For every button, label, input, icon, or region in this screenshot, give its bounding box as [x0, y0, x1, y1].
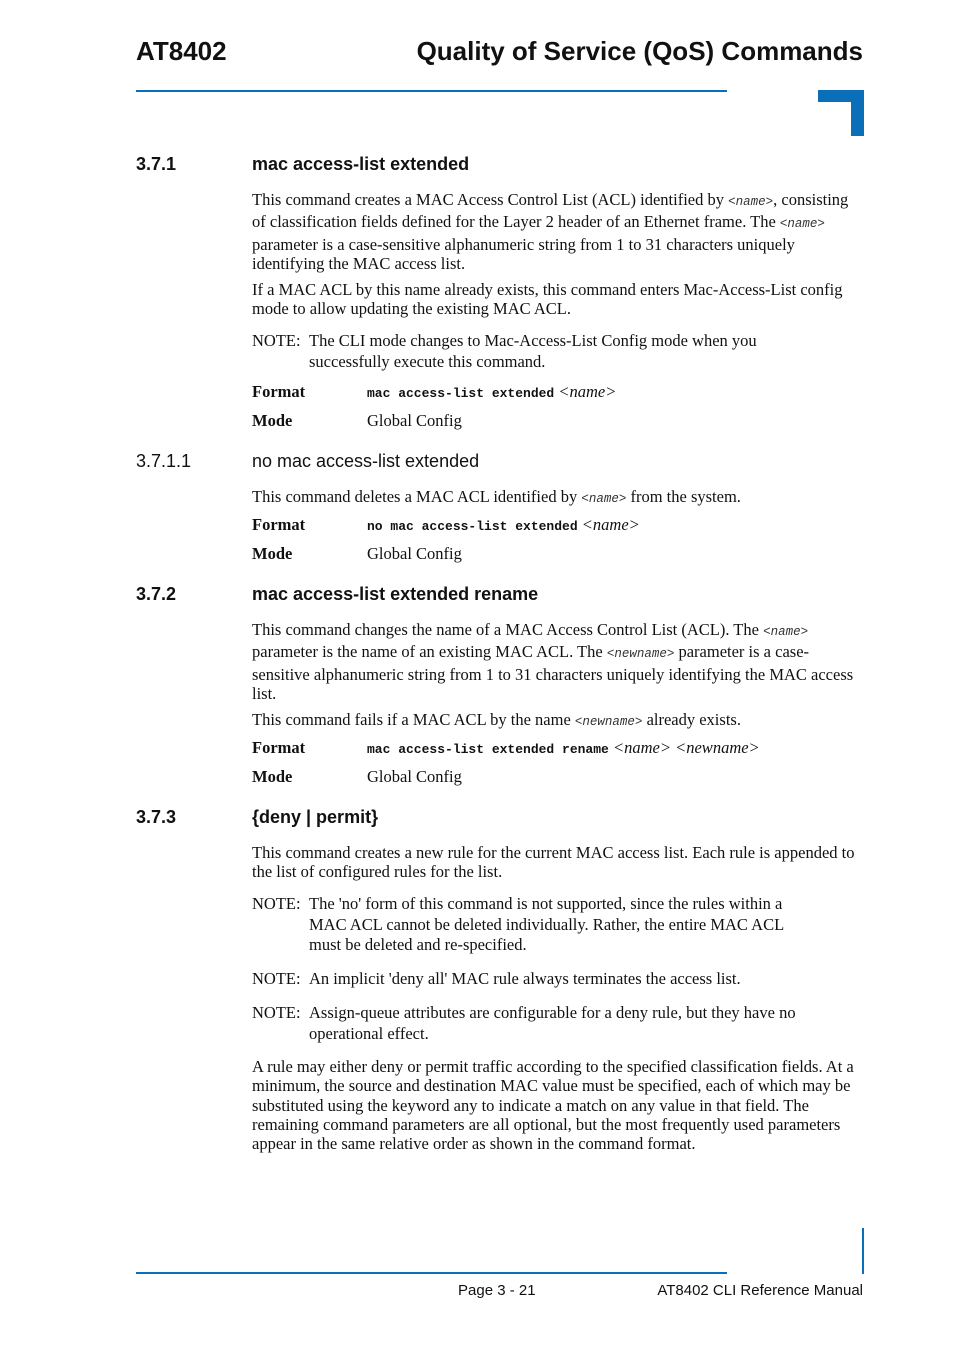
section-title: mac access-list extended rename [252, 584, 539, 604]
footer-rule [136, 1272, 727, 1274]
format-argument: <name> [558, 382, 617, 401]
mode-label: Mode [252, 767, 293, 786]
text-run: from the system. [626, 487, 741, 506]
paragraph [252, 710, 864, 732]
param-code: <newname> [606, 647, 675, 662]
page-number: Page 3 - 21 [458, 1282, 536, 1299]
param-code: <name> [728, 195, 774, 209]
format-command: no mac access-list extended [367, 519, 578, 534]
paragraph [252, 487, 864, 509]
param-code: <name> [779, 217, 825, 232]
section-number: 3.7.1 [136, 154, 177, 174]
note-text: The CLI mode changes to Mac-Access-List Config mode when you successfully execute this command. [309, 331, 757, 371]
note-text: The 'no' form of this command is not supported, since the rules within a MAC ACL cannot be deleted individually. Rather, the entire MAC ACL must be deleted and re-specified. [309, 894, 784, 954]
section-title: mac access-list extended [252, 154, 470, 174]
text-run: , consisting of classification fields defined for the Layer 2 header of an Ethernet frame. The [252, 190, 849, 232]
format-label: Format [252, 515, 306, 534]
paragraph: If a MAC ACL by this name already exists, this command enters Mac-Access-List config mode to allow updating the existing MAC ACL. [252, 280, 843, 319]
paragraph: This command creates a new rule for the current MAC access list. Each rule is appended to the list of configured rules for the list. [252, 843, 855, 882]
paragraph [252, 190, 864, 273]
format-label: Format [252, 382, 306, 401]
format-label: Format [252, 738, 306, 757]
text-run: parameter is a case-sensitive alphanumeric string from 1 to 31 characters uniquely identifying the MAC access list. [252, 234, 795, 273]
text-run: This command fails if a MAC ACL by the name [252, 710, 575, 729]
header-product-title: AT8402 [136, 36, 227, 66]
note-label: NOTE: [252, 969, 301, 988]
note-label: NOTE: [252, 331, 301, 350]
text-run: parameter is the name of an existing MAC ACL. The [252, 642, 607, 662]
footer-corner-mark [862, 1228, 864, 1274]
corner-mark-vertical [851, 90, 864, 136]
section-title: {deny | permit} [252, 807, 379, 827]
paragraph: A rule may either deny or permit traffic according to the specified classification fields. At a minimum, the source and destination MAC value must be specified, each of which may be substituted using the keyword any to indicate a match on any value in that field. The remaining command parameters are all optional, but the most frequently used parameters appear in the same relative order as shown in the command format. [252, 1057, 854, 1154]
text-run: already exists. [642, 710, 741, 729]
format-argument: <name> [581, 515, 640, 534]
section-title: no mac access-list extended [252, 451, 480, 471]
section-number: 3.7.2 [136, 584, 177, 604]
note-text: Assign-queue attributes are configurable for a deny rule, but they have no operational effect. [309, 1003, 796, 1043]
param-code: <name> [763, 625, 809, 639]
mode-label: Mode [252, 544, 293, 563]
text-run: This command changes the name of a MAC Access Control List (ACL). The [252, 620, 764, 639]
mode-value: Global Config [367, 544, 462, 563]
mode-value: Global Config [367, 767, 462, 786]
paragraph [252, 620, 864, 703]
header-chapter-title: Quality of Service (QoS) Commands [416, 36, 863, 66]
format-command: mac access-list extended rename [367, 742, 609, 757]
note-label: NOTE: [252, 894, 301, 913]
note-label: NOTE: [252, 1003, 301, 1022]
section-number: 3.7.3 [136, 807, 177, 827]
param-code: <newname> [574, 715, 643, 729]
mode-value: Global Config [367, 411, 462, 430]
manual-title: AT8402 CLI Reference Manual [657, 1282, 863, 1299]
text-run: This command creates a MAC Access Control List (ACL) identified by [252, 190, 729, 209]
text-run: This command deletes a MAC ACL identified by [252, 487, 582, 506]
mode-label: Mode [252, 411, 293, 430]
header-rule [136, 90, 727, 92]
format-command: mac access-list extended [367, 386, 555, 401]
note-text: An implicit 'deny all' MAC rule always terminates the access list. [309, 969, 741, 988]
section-number: 3.7.1.1 [136, 451, 192, 471]
format-argument: <name> <newname> [612, 738, 760, 757]
param-code: <name> [581, 492, 627, 506]
text-run: parameter is a case-sensitive alphanumeric string from 1 to 31 characters uniquely identifying the MAC access list. [252, 642, 854, 703]
